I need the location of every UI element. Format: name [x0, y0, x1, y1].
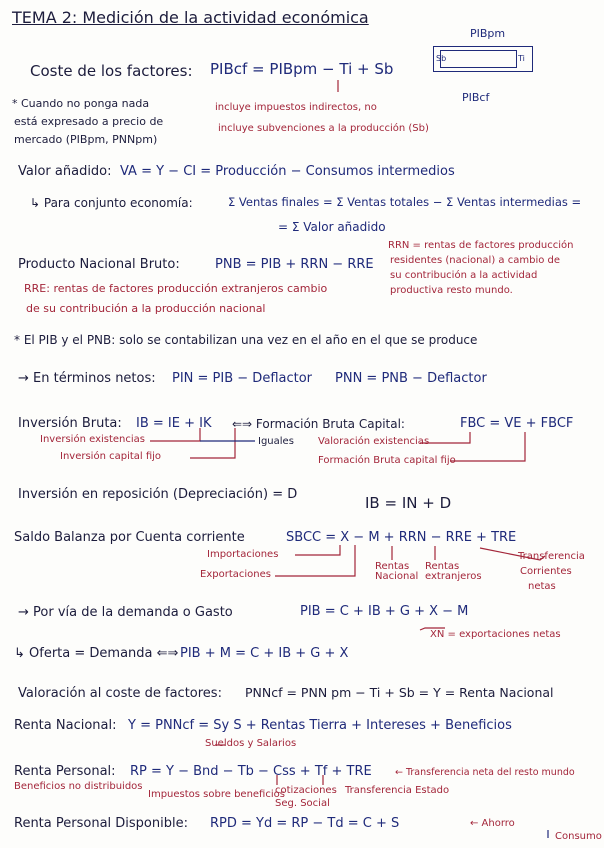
pnb-label: Producto Nacional Bruto: [18, 257, 180, 272]
ie-note: Inversión existencias [40, 434, 145, 445]
rrn-note-4: productiva resto mundo. [390, 285, 513, 296]
arrow-ik [190, 428, 235, 458]
coste-formula: PIBcf = PIBpm − Ti + Sb [210, 60, 394, 78]
va-conj-formula-2: = Σ Valor añadido [278, 220, 386, 234]
rp-css-note-1: cotizaciones [275, 785, 337, 796]
ib-in-d-formula: IB = IN + D [365, 494, 452, 512]
rpd-consumo: Consumo [555, 831, 602, 842]
pibcf-box [440, 50, 517, 68]
pnn-formula: PNN = PNB − Deflactor [335, 371, 487, 386]
va-formula: VA = Y − CI = Producción − Consumos intermedios [120, 164, 455, 179]
sbcc-rn: Rentas Nacional [375, 561, 419, 582]
page-title: TEMA 2: Medición de la actividad económica [12, 8, 369, 27]
valoracion-label: Valoración al coste de factores: [18, 686, 222, 701]
ik-note: Inversión capital fijo [60, 451, 162, 462]
coste-note-1: * Cuando no ponga nada [12, 97, 150, 110]
coste-label: Coste de los factores: [30, 62, 193, 80]
rp-tf-note: Transferencia Estado [345, 785, 450, 796]
coste-red-2: incluye subvenciones a la producción (Sb) [218, 123, 429, 134]
demanda-formula: PIB = C + IB + G + X − M [300, 604, 469, 619]
rpd-ahorro: ← Ahorro [470, 818, 515, 829]
pnb-formula: PNB = PIB + RRN − RRE [215, 257, 374, 272]
coste-red-1: incluye impuestos indirectos, no [215, 102, 377, 113]
demanda-label: → Por vía de la demanda o Gasto [18, 605, 233, 620]
arrow-fbcf [450, 432, 525, 461]
sbcc-label: Saldo Balanza por Cuenta corriente [14, 530, 245, 545]
arrow-exp [275, 545, 355, 576]
oferta-label: ↳ Oferta = Demanda ⇐⇒ [14, 646, 179, 661]
iguales-note: Iguales [258, 436, 294, 447]
arrow-imp [295, 545, 340, 555]
sbcc-re: Rentas extranjeros [425, 561, 482, 582]
rre-note-1: RRE: rentas de factores producción extranjeros cambio [24, 282, 328, 295]
xn-note: XN = exportaciones netas [430, 629, 561, 640]
sbcc-imp: Importaciones [207, 549, 279, 560]
rpd-label: Renta Personal Disponible: [14, 816, 188, 831]
pib-pnb-once-note: * El PIB y el PNB: solo se contabilizan una vez en el año en el que se produce [14, 333, 478, 347]
ve-note: Valoración existencias [318, 436, 430, 447]
pin-formula: PIN = PIB − Deflactor [172, 371, 313, 386]
diagram-bottom-label: PIBcf [462, 91, 490, 104]
rp-css-note-2: Seg. Social [275, 798, 330, 809]
inversion-label: Inversión Bruta: [18, 416, 122, 431]
va-label: Valor añadido: [18, 164, 112, 179]
rp-bnd-note: Beneficios no distribuidos [14, 781, 143, 792]
va-conj-formula: Σ Ventas finales = Σ Ventas totales − Σ Ventas intermedias = [228, 195, 582, 209]
valoracion-formula: PNNcf = PNN pm − Ti + Sb = Y = Renta Nacional [245, 685, 554, 700]
rrn-note-3: su contribución a la actividad [390, 270, 538, 281]
netos-label: → En términos netos: [18, 371, 156, 386]
fbc-formula: FBC = VE + FBCF [460, 416, 574, 431]
rp-tb-note: Impuestos sobre beneficios [148, 789, 285, 800]
fbcf-note: Formación Bruta capital fijo [318, 455, 456, 466]
renta-nacional-note: Sueldos y Salarios [205, 738, 297, 749]
sbcc-tre-2: Corrientes [520, 566, 572, 577]
rre-note-2: de su contribución a la producción nacional [26, 302, 266, 315]
renta-nacional-label: Renta Nacional: [14, 718, 117, 733]
diagram-top-label: PIBpm [470, 27, 506, 40]
sbcc-tre-3: netas [528, 581, 556, 592]
diagram-right-label: Ti [518, 54, 525, 63]
sbcc-formula: SBCC = X − M + RRN − RRE + TRE [286, 530, 517, 545]
coste-note-2: está expresado a precio de [14, 115, 164, 128]
diagram-left-label: Sb [436, 54, 447, 63]
rrn-note-2: residentes (nacional) a cambio de [390, 255, 561, 266]
rpd-formula: RPD = Yd = RP − Td = C + S [210, 816, 400, 831]
renta-personal-formula: RP = Y − Bnd − Tb − Css + Tf + TRE [130, 764, 372, 779]
va-conj-label: ↳ Para conjunto economía: [30, 196, 193, 210]
coste-note-3: mercado (PIBpm, PNNpm) [14, 133, 158, 146]
fbc-equiv: ⇐⇒ Formación Bruta Capital: [232, 417, 405, 431]
reposicion-label: Inversión en reposición (Depreciación) = D [18, 487, 298, 502]
oferta-formula: PIB + M = C + IB + G + X [180, 646, 349, 661]
renta-personal-label: Renta Personal: [14, 764, 116, 779]
rrn-note-1: RRN = rentas de factores producción [388, 240, 574, 251]
ib-formula: IB = IE + IK [136, 416, 212, 431]
sbcc-tre-1: Transferencia [518, 551, 585, 562]
rp-tre-note: ← Transferencia neta del resto mundo [395, 767, 575, 778]
sbcc-exp: Exportaciones [200, 569, 271, 580]
renta-nacional-formula: Y = PNNcf = Sy S + Rentas Tierra + Intereses + Beneficios [128, 718, 512, 733]
